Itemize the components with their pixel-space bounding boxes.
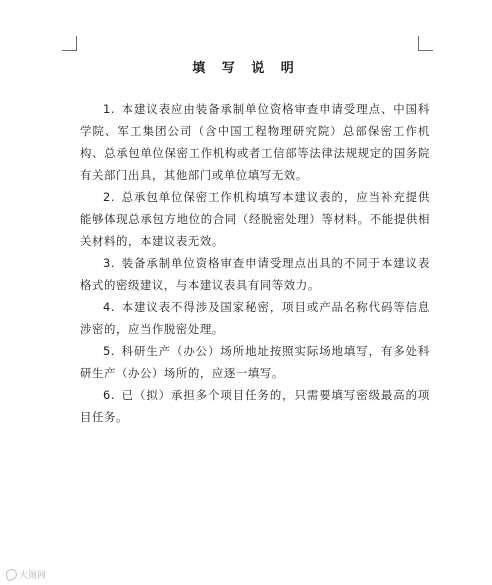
paragraph-text: 本建议表应由装备承制单位资格审查申请受理点、中国科学院、军工集团公司（含中国工程物理研究院）总部保密工作机构、总承包单位保密工作机构或者工信部等法律法规规定的国务院有关部门出具，其他部门或单位填写无效。 [80,102,430,182]
paragraph-text: 装备承制单位资格审查申请受理点出具的不同于本建议表格式的密级建议，与本建议表具有同等效力。 [80,256,430,292]
paragraph-number: 3. [103,256,116,270]
paragraph-text: 本建议表不得涉及国家秘密，项目或产品名称代码等信息涉密的，应当作脱密处理。 [80,300,430,336]
paragraph-text: 已（拟）承担多个项目任务的，只需要填写密级最高的项目任务。 [80,388,430,424]
paragraph-number: 5. [103,344,116,358]
paragraph-text: 科研生产（办公）场所地址按照实际场地填写，有多处科研生产（办公）场所的，应逐一填写。 [80,344,430,380]
paragraph-5 [80,340,430,384]
paragraph-text: 总承包单位保密工作机构填写本建议表的，应当补充提供能够体现总承包方地位的合同（经脱密处理）等材料。不能提供相关材料的，本建议表无效。 [80,190,430,248]
paragraph-1 [80,98,430,186]
paragraph-number: 2. [103,190,116,204]
document-title: 填 写 说 明 [192,61,300,76]
paragraph-number: 6. [103,388,116,402]
brand-logo-icon [4,567,18,581]
top-right-crop-mark [418,36,433,51]
paragraph-number: 1. [103,102,116,116]
paragraph-6 [80,384,430,428]
top-left-crop-mark [62,36,77,51]
paragraph-3 [80,252,430,296]
paragraph-number: 4. [103,300,116,314]
paragraph-2 [80,186,430,252]
watermark [6,568,46,581]
watermark-text: 大图网 [19,571,47,581]
paragraph-4 [80,296,430,340]
document-body [80,98,430,428]
